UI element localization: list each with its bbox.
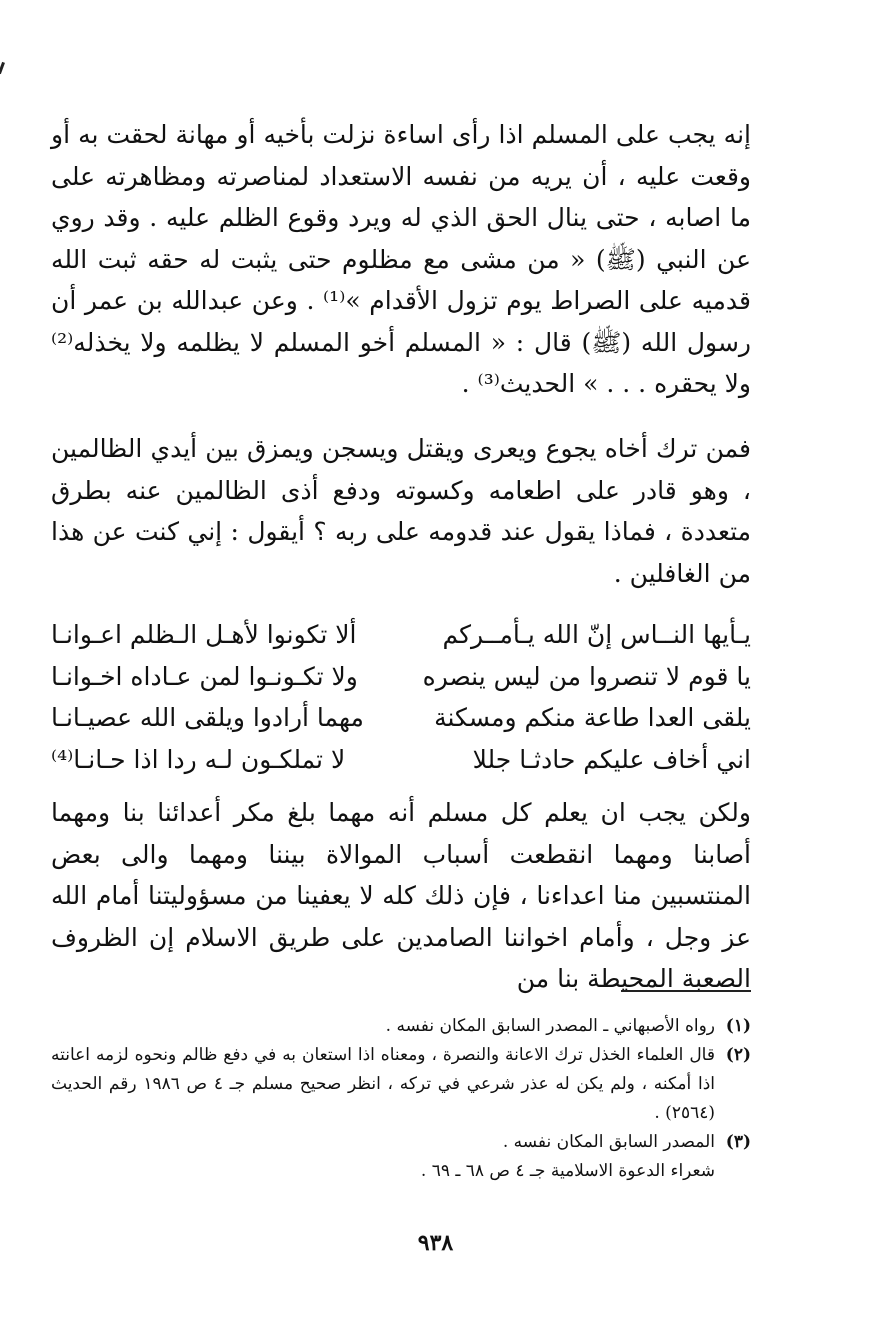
verse-second-hemistich: ألا تكونوا لأهـل الـظلم اعـوانـا	[51, 620, 357, 649]
scan-mark	[0, 62, 5, 74]
footnote	[51, 1128, 751, 1157]
paragraph-3: ولكن يجب ان يعلم كل مسلم أنه مهما بلغ مكر أعدائنا بنا ومهما أصابنا ومهما انقطعت أسباب الموالاة بيننا ومهما والى بعض المنتسبين منا اعداءنا ، فإن ذلك كله لا يعفينا من مسؤوليتنا أمام الله عز وجل ، وأمام اخواننا الصامدين على طريق الاسلام إن الظروف الصعبة المحيطة بنا من	[51, 798, 751, 993]
footnote-text: المصدر السابق المكان نفسه .	[502, 1132, 715, 1152]
footnote-text: رواه الأصبهاني ـ المصدر السابق المكان نفسه .	[385, 1016, 715, 1036]
verse-second-hemistich: ولا تكـونـوا لمن عـاداه اخـوانـا	[51, 661, 358, 691]
footnote	[51, 1012, 751, 1041]
footnote	[51, 1157, 751, 1186]
verse-second-hemistich: لا تملكـون لـه ردا اذا حـانـا⁽⁴⁾	[51, 744, 346, 774]
poem	[51, 614, 751, 780]
poem-verse	[51, 656, 751, 698]
footnote-separator	[621, 990, 751, 992]
paragraph-2: فمن ترك أخاه يجوع ويعرى ويقتل ويسجن ويمزق بين أيدي الظالمين ، وهو قادر على اطعامه وكسوته ودفع أذى الظالمين عنه بطرق متعددة ، فماذا يقول عند قدومه على ربه ؟ أيقول : إني كنت عن هذا من الغافلين .	[51, 434, 751, 588]
footnote-number: (١)	[725, 1016, 751, 1036]
footnotes	[51, 1012, 751, 1186]
footnote-number: (٣)	[725, 1132, 751, 1152]
verse-first-hemistich: يلقى العدا طاعة منكم ومسكنة	[434, 703, 751, 732]
paragraph-1: إنه يجب على المسلم اذا رأى اساءة نزلت بأخيه أو مهانة لحقت به أو وقعت عليه ، أن يريه من نفسه الاستعداد لمناصرته ومظاهرته على ما اصابه ، حتى ينال الحق الذي له ويرد وقوع الظلم عليه . وقد روي عن النبي (ﷺ) « من مشى مع مظلوم حتى يثبت له حقه ثبت الله قدميه على الصراط يوم تزول الأقدام »⁽¹⁾ . وعن عبدالله بن عمر أن رسول الله (ﷺ) قال : « المسلم أخو المسلم لا يظلمه ولا يخذله⁽²⁾ ولا يحقره . . . » الحديث⁽³⁾ .	[51, 120, 751, 398]
poem-verse	[51, 697, 751, 739]
verse-first-hemistich: يا قوم لا تنصروا من ليس ينصره	[422, 661, 751, 691]
footnote-text: قال العلماء الخذل ترك الاعانة والنصرة ، ومعناه اذا استعان به في دفع ظالم ونحوه لزمه اعانته اذا أمكنه ، ولم يكن له عذر شرعي في تركه ، انظر صحيح مسلم جـ ٤ ص ١٩٨٦ رقم الحديث (٢٥٦٤) .	[51, 1045, 715, 1123]
verse-second-hemistich: مهما أرادوا ويلقى الله عصيـانـا	[51, 703, 364, 732]
page-number: ٩٣٨	[417, 1230, 454, 1256]
footnote-number: (٢)	[725, 1045, 751, 1065]
verse-first-hemistich: يـأيها النــاس إنّ الله يـأمــركم	[442, 620, 751, 649]
verse-first-hemistich: اني أخاف عليكم حادثـا جللا	[472, 744, 751, 774]
footnote-number	[715, 1157, 751, 1186]
footnote-text: شعراء الدعوة الاسلامية جـ ٤ ص ٦٨ ـ ٦٩ .	[420, 1161, 715, 1181]
poem-verse	[51, 739, 751, 781]
footnote	[51, 1041, 751, 1128]
poem-verse	[51, 614, 751, 656]
